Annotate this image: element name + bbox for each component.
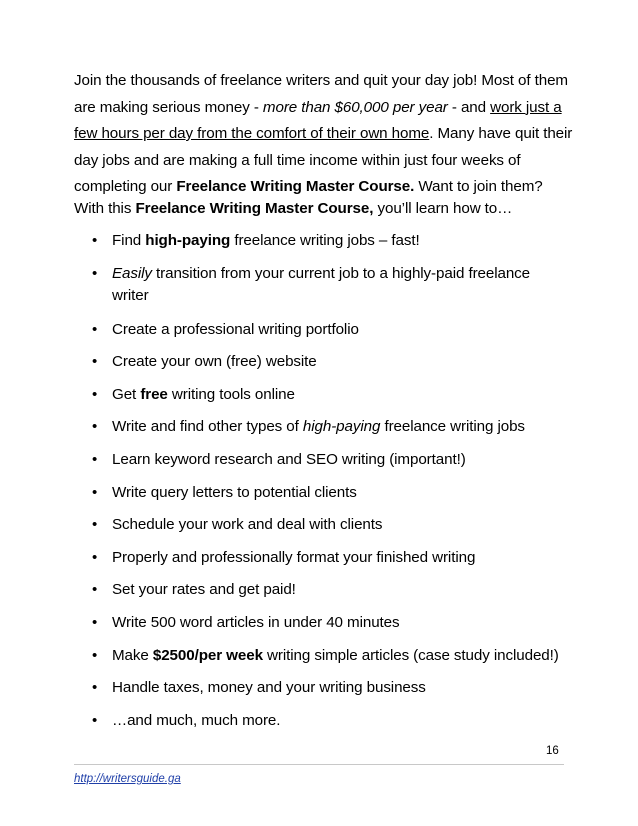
list-item xyxy=(92,230,562,252)
intro-text: - and xyxy=(447,98,491,116)
bullet-icon: • xyxy=(92,385,98,403)
course-name: Freelance Writing Master Course, xyxy=(135,200,374,217)
page-number: 16 xyxy=(546,745,559,757)
footer-website-link[interactable]: http://writersguide.ga xyxy=(74,773,181,785)
bullet-icon: • xyxy=(92,320,98,338)
list-item xyxy=(92,514,562,536)
bullet-icon: • xyxy=(92,711,98,729)
list-item xyxy=(92,612,562,634)
item-text: Handle taxes, money and your writing business xyxy=(112,679,426,697)
lead-text: With this xyxy=(74,200,136,217)
item-text: Create your own (free) website xyxy=(112,353,317,371)
item-emphasis: $2500/per week xyxy=(152,646,263,664)
bullet-icon: • xyxy=(92,516,98,534)
item-text: Properly and professionally format your finished writing xyxy=(112,548,476,566)
intro-paragraph xyxy=(74,68,574,201)
bullet-icon: • xyxy=(92,353,98,371)
bullet-icon: • xyxy=(92,581,98,599)
list-item xyxy=(92,263,562,307)
intro-text: Join the thousands of freelance writers and quit your day job! Most of them are making serious money - xyxy=(74,72,568,116)
item-text: transition from your current job to a highly-paid freelance writer xyxy=(112,264,531,304)
footer-divider xyxy=(74,764,564,765)
benefits-list xyxy=(92,230,562,742)
list-item xyxy=(92,547,562,569)
bullet-icon: • xyxy=(92,264,98,282)
item-text: freelance writing jobs – fast! xyxy=(230,232,420,249)
list-item xyxy=(92,677,562,699)
intro-text: Want to join them? xyxy=(414,178,543,195)
list-item xyxy=(92,710,562,732)
course-name: Freelance Writing Master Course. xyxy=(176,178,415,195)
list-item xyxy=(92,449,562,471)
item-text: Learn keyword research and SEO writing (important!) xyxy=(112,450,466,468)
list-item xyxy=(92,482,562,504)
bullet-icon: • xyxy=(92,613,98,631)
intro-text: . Many have quit their day jobs and are making a full time income within just four weeks of completing our xyxy=(74,125,573,195)
bullet-icon: • xyxy=(92,232,98,249)
list-item xyxy=(92,384,562,406)
item-emphasis: free xyxy=(140,385,168,403)
work-hours-emphasis: work just a few hours per day from the comfort of their own home xyxy=(74,98,562,142)
bullet-icon: • xyxy=(92,450,98,468)
list-item xyxy=(92,319,562,341)
lead-text: you’ll learn how to… xyxy=(373,200,513,217)
item-text: Write and find other types of xyxy=(112,418,303,436)
lead-sentence xyxy=(74,196,574,222)
list-item xyxy=(92,416,562,438)
item-emphasis: high-paying xyxy=(302,418,381,436)
item-text: Get xyxy=(112,385,141,403)
item-text: Create a professional writing portfolio xyxy=(112,320,359,338)
item-text: writing simple articles (case study included!) xyxy=(262,646,559,664)
item-text: writing tools online xyxy=(167,385,295,403)
income-emphasis: more than $60,000 per year xyxy=(262,98,448,116)
item-text: Find xyxy=(112,232,146,249)
bullet-icon: • xyxy=(92,646,98,664)
bullet-icon: • xyxy=(92,679,98,697)
bullet-icon: • xyxy=(92,418,98,436)
item-emphasis: high-paying xyxy=(145,232,231,249)
bullet-icon: • xyxy=(92,548,98,566)
bullet-icon: • xyxy=(92,483,98,501)
item-text: Set your rates and get paid! xyxy=(112,581,296,599)
item-text: Schedule your work and deal with clients xyxy=(112,516,383,534)
item-text: Make xyxy=(112,646,153,664)
list-item xyxy=(92,579,562,601)
item-text: freelance writing jobs xyxy=(380,418,525,436)
list-item xyxy=(92,351,562,373)
item-emphasis: Easily xyxy=(112,264,152,282)
item-text: …and much, much more. xyxy=(112,711,281,729)
item-text: Write 500 word articles in under 40 minutes xyxy=(112,613,400,631)
list-item xyxy=(92,645,562,667)
item-text: Write query letters to potential clients xyxy=(112,483,357,501)
